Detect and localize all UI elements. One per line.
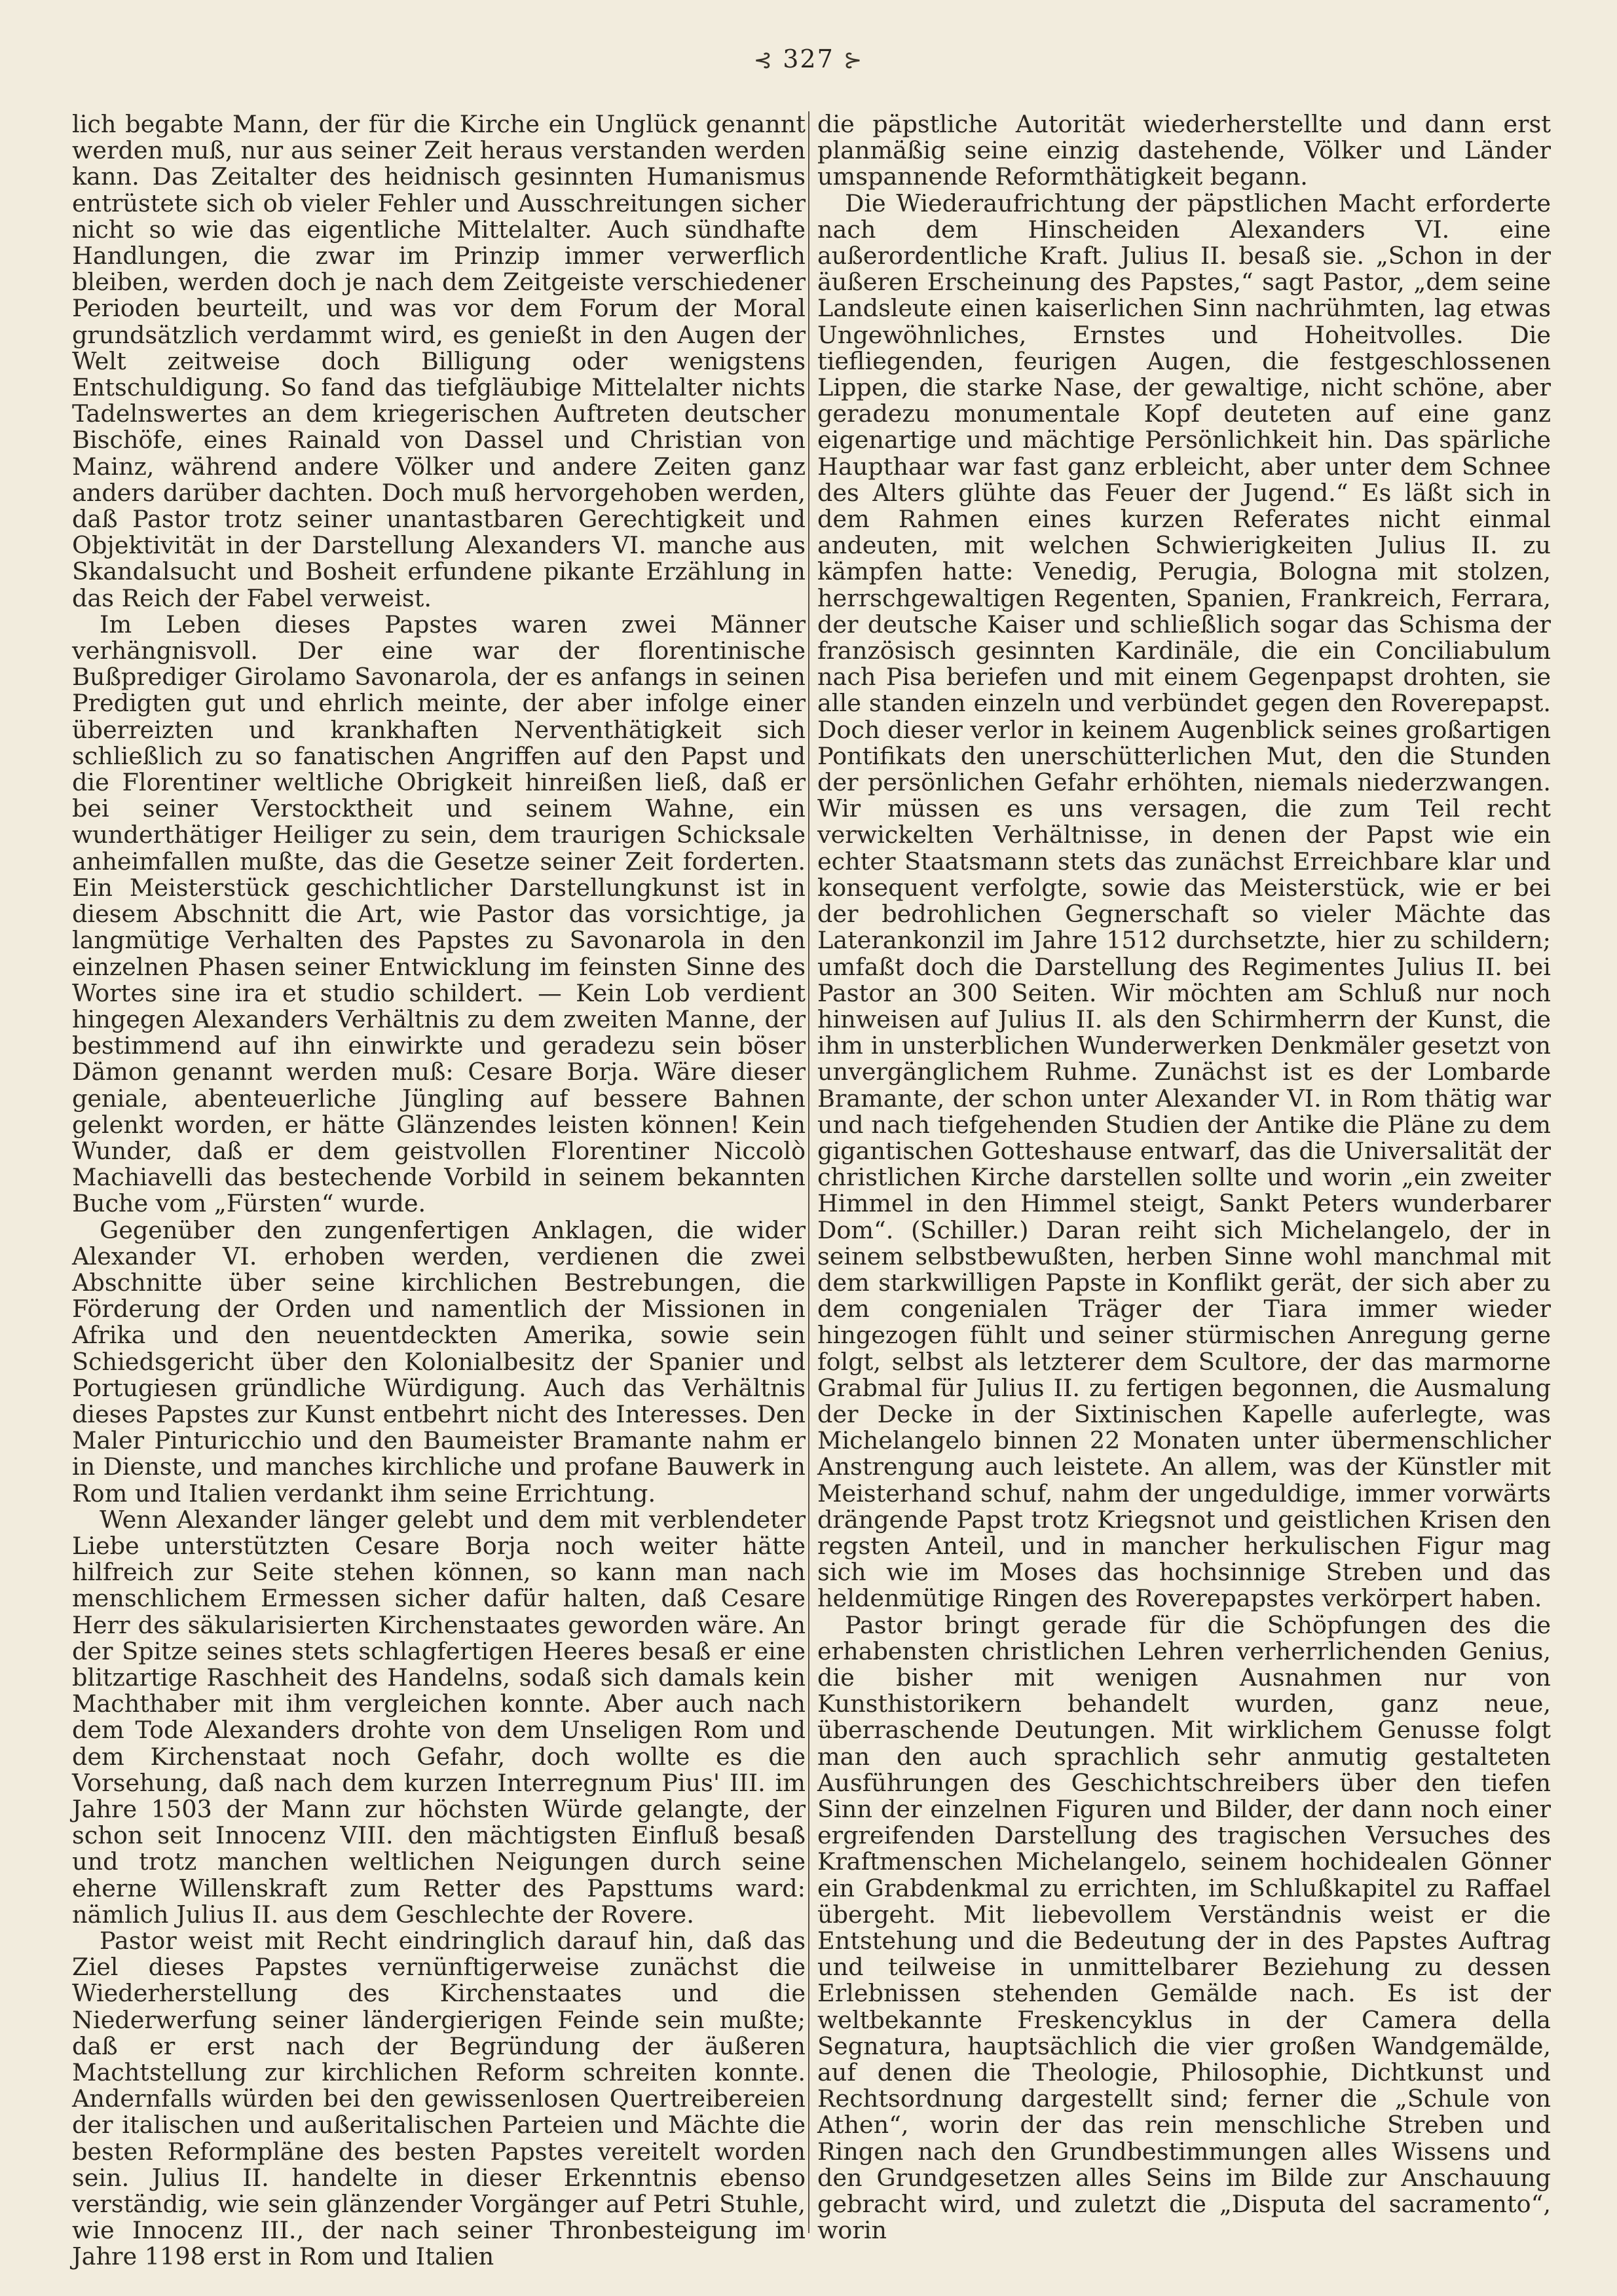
paragraph: Pastor weist mit Recht eindringlich darauf hin, daß das Ziel dieses Papstes vernünftigerweise zunächst die Wiederherstellung des Kirchenstaates und die Niederwerfung seiner ländergierigen Feinde sein mußte; daß er erst nach der Begründung der äußeren Machtstellung zur kirchlichen Reform schreiten konnte. Andernfalls würden bei den gewissenlosen Quertreibereien der italischen und außeritalischen Parteien und Mächte die besten Reformpläne des besten Papstes vereitelt worden sein. Julius II. handelte in dieser Erkenntnis ebenso verständig, wie sein glänzender Vorgänger auf Petri Stuhle, wie Innocenz III., der nach seiner Thronbesteigung im Jahre 1198 erst in Rom und Italien [72,1927,806,2271]
left-column [72,111,806,2270]
page-header [0,45,1617,73]
ornament-left: ⊰ [753,47,774,73]
paragraph: die päpstliche Autorität wiederherstellte und dann erst planmäßig seine einzig dastehende, Völker und Länder umspannende Reformthätigkeit begann. [817,110,1551,191]
paragraph: Im Leben dieses Papstes waren zwei Männer verhängnisvoll. Der eine war der florentinische Bußprediger Girolamo Savonarola, der es anfangs in seinen Predigten gut und ehrlich meinte, der aber infolge einer überreizten und krankhaften Nerventhätigkeit sich schließlich zu so fanatischen Angriffen auf den Papst und die Florentiner weltliche Obrigkeit hinreißen ließ, daß er bei seiner Verstocktheit und seinem Wahne, ein wunderthätiger Heiliger zu sein, dem traurigen Schicksale anheimfallen mußte, das die Gesetze seiner Zeit forderten. Ein Meisterstück geschichtlicher Darstellungkunst ist in diesem Abschnitt die Art, wie Pastor das vorsichtige, ja langmütige Verhalten des Papstes zu Savonarola in den einzelnen Phasen seiner Entwicklung im feinsten Sinne des Wortes sine ira et studio schildert. — Kein Lob verdient hingegen Alexanders Verhältnis zu dem zweiten Manne, der bestimmend auf ihn einwirkte und geradezu sein böser Dämon genannt werden muß: Cesare Borja. Wäre dieser geniale, abenteuerliche Jüngling auf bessere Bahnen gelenkt worden, er hätte Glänzendes leisten können! Kein Wunder, daß er dem geistvollen Florentiner Niccolò Machiavelli das bestechende Vorbild in seinem bekannten Buche vom „Fürsten“ wurde. [72,610,806,1218]
paragraph: Wenn Alexander länger gelebt und dem mit verblendeter Liebe unterstützten Cesare Borja noch weiter hätte hilfreich zur Seite stehen können, so kann man nach menschlichem Ermessen sicher dafür halten, daß Cesare Herr des säkularisierten Kirchenstaates geworden wäre. An der Spitze seines stets schlagfertigen Heeres besaß er eine blitzartige Raschheit des Handelns, sodaß sich damals kein Machthaber mit ihm vergleichen konnte. Aber auch nach dem Tode Alexanders drohte von dem Unseligen Rom und dem Kirchenstaat noch Gefahr, doch wollte es die Vorsehung, daß nach dem kurzen Interregnum Pius' III. im Jahre 1503 der Mann zur höchsten Würde gelangte, der schon seit Innocenz VIII. den mächtigsten Einfluß besaß und trotz manchen weltlichen Neigungen durch seine eherne Willenskraft zum Retter des Papsttums ward: nämlich Julius II. aus dem Geschlechte der Rovere. [72,1505,806,1929]
right-column [817,111,1551,2244]
ornament-right: ⊱ [843,47,864,73]
column-divider [808,111,809,2233]
page-number: 327 [783,45,834,73]
paragraph: lich begabte Mann, der für die Kirche ein Unglück genannt werden muß, nur aus seiner Zeit heraus verstanden werden kann. Das Zeitalter des heidnisch gesinnten Humanismus entrüstete sich ob vieler Fehler und Ausschreitungen sicher nicht so wie das eigentliche Mittelalter. Auch sündhafte Handlungen, die zwar im Prinzip immer verwerflich bleiben, werden doch je nach dem Zeitgeiste verschiedener Perioden beurteilt, und was vor dem Forum der Moral grundsätzlich verdammt wird, es genießt in den Augen der Welt zeitweise doch Billigung oder wenigstens Entschuldigung. So fand das tiefgläubige Mittelalter nichts Tadelnswertes an dem kriegerischen Auftreten deutscher Bischöfe, eines Rainald von Dassel und Christian von Mainz, während andere Völker und andere Zeiten ganz anders darüber dachten. Doch muß hervorgehoben werden, daß Pastor trotz seiner unantastbaren Gerechtigkeit und Objektivität in der Darstellung Alexanders VI. manche aus Skandalsucht und Bosheit erfundene pikante Erzählung in das Reich der Fabel verweist. [72,110,806,612]
paragraph: Gegenüber den zungenfertigen Anklagen, die wider Alexander VI. erhoben werden, verdienen die zwei Abschnitte über seine kirchlichen Bestrebungen, die Förderung der Orden und namentlich der Missionen in Afrika und den neuentdeckten Amerika, sowie sein Schiedsgericht über den Kolonialbesitz der Spanier und Portugiesen gründliche Würdigung. Auch das Verhältnis dieses Papstes zur Kunst entbehrt nicht des Interesses. Den Maler Pinturicchio und den Baumeister Bramante nahm er in Dienste, und manches kirchliche und profane Bauwerk in Rom und Italien verdankt ihm seine Errichtung. [72,1215,806,1508]
paragraph: Die Wiederaufrichtung der päpstlichen Macht erforderte nach dem Hinscheiden Alexanders VI. eine außerordentliche Kraft. Julius II. besaß sie. „Schon in der äußeren Erscheinung des Papstes,“ sagt Pastor, „dem seine Landsleute einen kaiserlichen Sinn nachrühmten, lag etwas Ungewöhnliches, Ernstes und Hoheitvolles. Die tiefliegenden, feurigen Augen, die festgeschlossenen Lippen, die starke Nase, der gewaltige, nicht schöne, aber geradezu monumentale Kopf deuteten auf eine ganz eigenartige und mächtige Persönlichkeit hin. Das spärliche Haupthaar war fast ganz erbleicht, aber unter dem Schnee des Alters glühte das Feuer der Jugend.“ Es läßt sich in dem Rahmen eines kurzen Referates nicht einmal andeuten, mit welchen Schwierigkeiten Julius II. zu kämpfen hatte: Venedig, Perugia, Bologna mit stolzen, herrschgewaltigen Regenten, Spanien, Frankreich, Ferrara, der deutsche Kaiser und schließlich sogar das Schisma der französisch gesinnten Kardinäle, die ein Conciliabulum nach Pisa beriefen und mit einem Gegenpapst drohten, sie alle standen einzeln und verbündet gegen den Roverepapst. Doch dieser verlor in keinem Augenblick seines großartigen Pontifikats den unerschütterlichen Mut, den die Stunden der persönlichen Gefahr erhöhten, niemals niederzwangen. Wir müssen es uns versagen, die zum Teil recht verwickelten Verhältnisse, in denen der Papst wie ein echter Staatsmann stets das zunächst Erreichbare klar und konsequent verfolgte, sowie das Meisterstück, wie er bei der bedrohlichen Gegnerschaft so vieler Mächte das Laterankonzil im Jahre 1512 durchsetzte, hier zu schildern; umfaßt doch die Darstellung des Regimentes Julius II. bei Pastor an 300 Seiten. Wir möchten am Schluß nur noch hinweisen auf Julius II. als den Schirmherrn der Kunst, die ihm in unsterblichen Wunderwerken Denkmäler gesetzt von unvergänglichem Ruhme. Zunächst ist es der Lombarde Bramante, der schon unter Alexander VI. in Rom thätig war und nach tiefgehenden Studien der Antike die Pläne zu dem gigantischen Gotteshause entwarf, das die Universalität der christlichen Kirche darstellen sollte und worin „ein zweiter Himmel in den Himmel steigt, Sankt Peters wunderbarer Dom“. (Schiller.) Daran reiht sich Michelangelo, der in seinem selbstbewußten, herben Sinne wohl manchmal mit dem starkwilligen Papste in Konflikt gerät, der sich aber zu dem congenialen Träger der Tiara immer wieder hingezogen fühlt und seiner stürmischen Anregung gerne folgt, selbst als letzterer dem Scultore, der das marmorne Grabmal für Julius II. zu fertigen begonnen, die Ausmalung der Decke in der Sixtinischen Kapelle auferlegte, was Michelangelo binnen 22 Monaten unter übermenschlicher Anstrengung auch leistete. An allem, was der Künstler mit Meisterhand schuf, nahm der ungeduldige, immer vorwärts drängende Papst trotz Kriegsnot und geistlichen Krisen den regsten Anteil, und in mancher herkulischen Figur mag sich wie im Moses das hochsinnige Streben und das heldenmütige Ringen des Roverepapstes verkörpert haben. [817,189,1551,1613]
paragraph: Pastor bringt gerade für die Schöpfungen des die erhabensten christlichen Lehren verherrlichenden Genius, die bisher mit wenigen Ausnahmen nur von Kunsthistorikern behandelt wurden, ganz neue, überraschende Deutungen. Mit wirklichem Genusse folgt man den auch sprachlich sehr anmutig gestalteten Ausführungen des Geschichtschreibers über den tiefen Sinn der einzelnen Figuren und Bilder, der dann noch einer ergreifenden Darstellung des tragischen Versuches des Kraftmenschen Michelangelo, seinem hochidealen Gönner ein Grabdenkmal zu errichten, im Schlußkapitel zu Raffael übergeht. Mit liebevollem Verständnis weist er die Entstehung und die Bedeutung der in des Papstes Auftrag und teilweise in unmittelbarer Beziehung zu dessen Erlebnissen stehenden Gemälde nach. Es ist der weltbekannte Freskencyklus in der Camera della Segnatura, hauptsächlich die vier großen Wandgemälde, auf denen die Theologie, Philosophie, Dichtkunst und Rechtsordnung dargestellt sind; ferner die „Schule von Athen“, worin der das rein menschliche Streben und Ringen nach den Grundbestimmungen alles Wissens und den Grundgesetzen alles Seins im Bilde zur Anschauung gebracht wird, und zuletzt die „Disputa del sacramento“, worin [817,1610,1551,2245]
